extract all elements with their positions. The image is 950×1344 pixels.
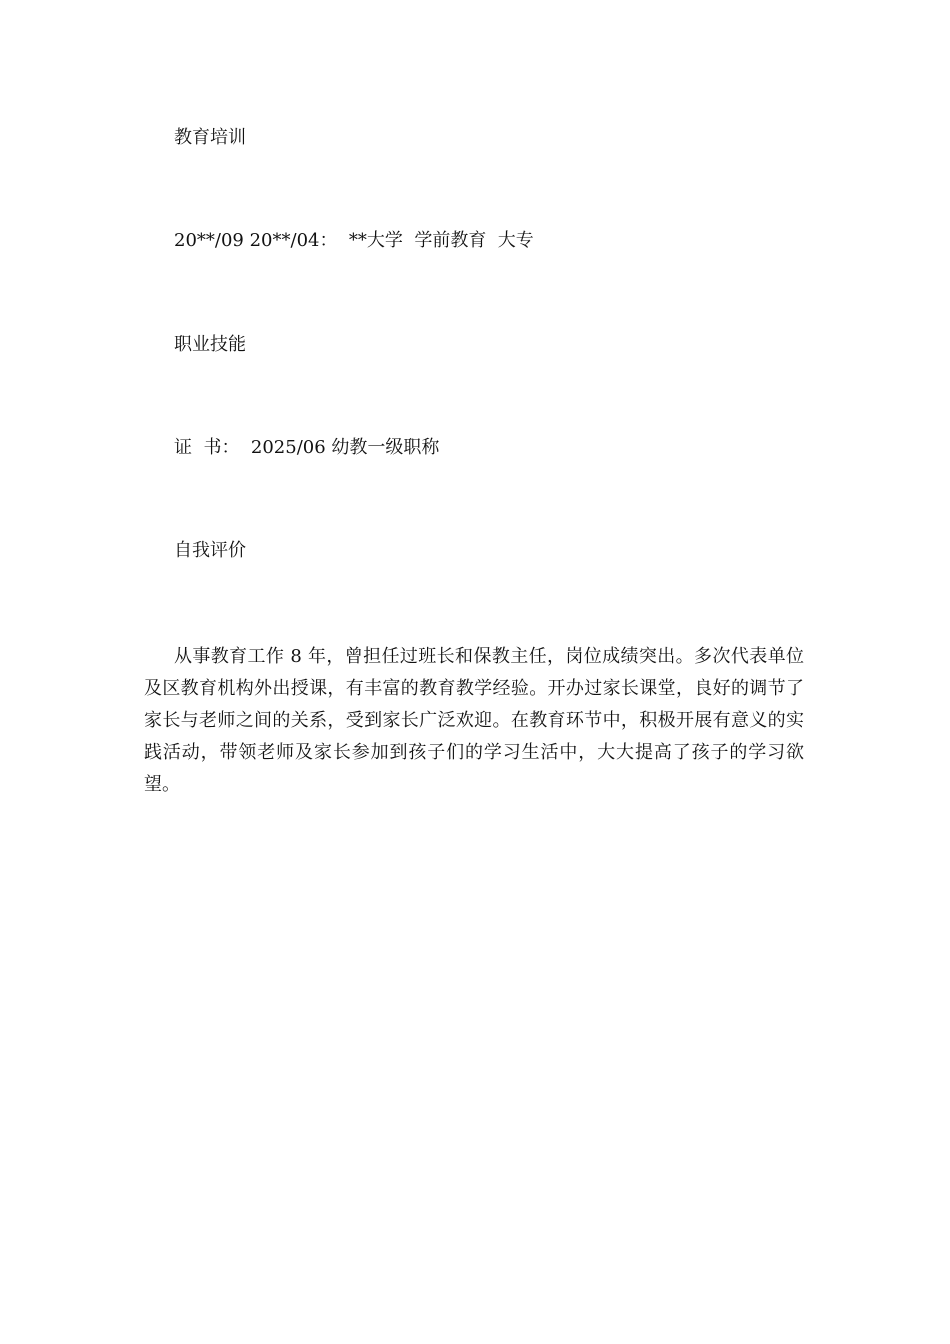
section-title-self-evaluation: 自我评价 <box>174 540 246 561</box>
education-entry: 20**/09 20**/04： **大学 学前教育 大专 <box>174 230 534 251</box>
section-title-skills: 职业技能 <box>174 334 246 355</box>
certificate-entry: 证 书： 2025/06 幼教一级职称 <box>174 437 440 458</box>
section-title-education: 教育培训 <box>174 127 246 148</box>
self-evaluation-paragraph: 从事教育工作 8 年，曾担任过班长和保教主任，岗位成绩突出。多次代表单位及区教育机构外出授课，有丰富的教育教学经验。开办过家长课堂，良好的调节了家长与老师之间的关系，受到家长广泛欢迎。在教育环节中，积极开展有意义的实践活动，带领老师及家长参加到孩子们的学习生活中，大大提高了孩子的学习欲望。 <box>144 646 804 795</box>
